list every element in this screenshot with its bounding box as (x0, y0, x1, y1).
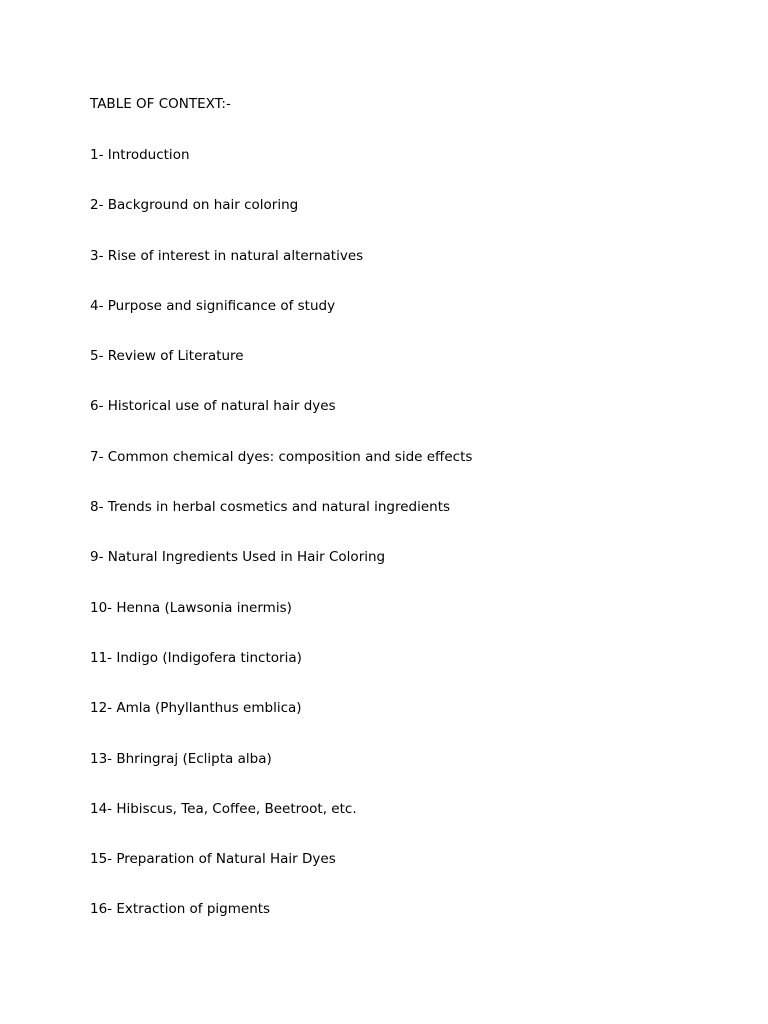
toc-heading: TABLE OF CONTEXT:- (90, 96, 231, 112)
toc-item: 8- Trends in herbal cosmetics and natural ingredients (90, 499, 451, 516)
toc-item: 16- Extraction of pigments (90, 901, 271, 918)
toc-list (90, 146, 472, 951)
toc-item: 7- Common chemical dyes: composition and side effects (90, 448, 473, 465)
toc-item: 2- Background on hair coloring (90, 197, 299, 214)
toc-item: 15- Preparation of Natural Hair Dyes (90, 851, 336, 868)
toc-item: 10- Henna (Lawsonia inermis) (90, 599, 292, 616)
toc-item: 12- Amla (Phyllanthus emblica) (90, 700, 302, 717)
toc-item: 1- Introduction (90, 147, 190, 163)
toc-item: 9- Natural Ingredients Used in Hair Coloring (90, 549, 386, 566)
toc-item: 4- Purpose and significance of study (90, 297, 336, 314)
toc-item: 6- Historical use of natural hair dyes (90, 398, 336, 415)
toc-item: 5- Review of Literature (90, 348, 244, 365)
toc-item: 3- Rise of interest in natural alternatives (90, 247, 364, 264)
toc-item: 14- Hibiscus, Tea, Coffee, Beetroot, etc. (90, 800, 357, 817)
toc-item: 13- Bhringraj (Eclipta alba) (90, 750, 272, 767)
toc-item: 11- Indigo (Indigofera tinctoria) (90, 649, 302, 666)
